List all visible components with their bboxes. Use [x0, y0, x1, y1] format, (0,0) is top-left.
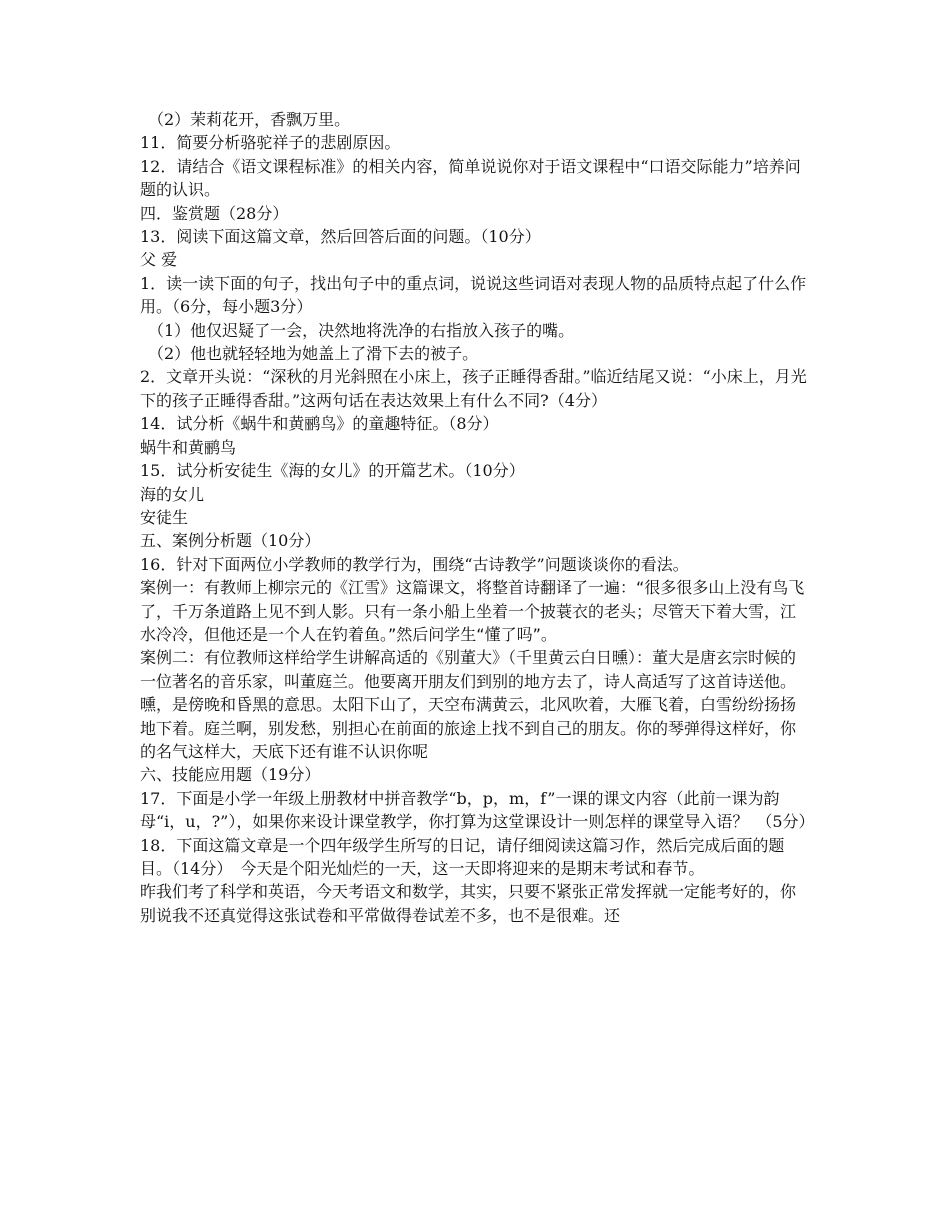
question-18: 18．下面这篇文章是一个四年级学生所写的日记，请仔细阅读这篇习作，然后完成后面的题目。（14分） 今天是个阳光灿烂的一天，这一天即将迎来的是期末考试和春节。: [140, 835, 785, 878]
section-heading-5: 五、案例分析题（10分）: [140, 531, 321, 551]
article-author: 安徒生: [140, 507, 189, 527]
question-13: 13．阅读下面这篇文章，然后回答后面的问题。（10分）: [140, 227, 541, 247]
sub-item-1: （1）他仅迟疑了一会，决然地将洗净的右指放入孩子的嘴。: [148, 320, 575, 340]
question-16: 16．针对下面两位小学教师的教学行为，围绕“古诗教学”问题谈谈你的看法。: [140, 554, 689, 574]
sub-question-1: 1．读一读下面的句子，找出句子中的重点词，说说这些词语对表现人物的品质特点起了什么作用。（6分，每小题3分）: [140, 273, 807, 317]
question-17: 17．下面是小学一年级上册教材中拼音教学“b，p，m，f”一课的课文内容（此前一课为韵母“i，u，?”），如果你来设计课堂教学，你打算为这堂课设计一则怎样的课堂导入语？ （5分）: [140, 788, 815, 832]
text-line: （2）茉莉花开，香飘万里。: [148, 110, 351, 129]
question-14: 14．试分析《蜗牛和黄鹂鸟》的童趣特征。（8分）: [140, 414, 499, 434]
case-one: 案例一：有教师上柳宗元的《江雪》这篇课文，将整首诗翻译了一遍：“很多很多山上没有鸟飞了，千万条道路上见不到人影。只有一条小船上坐着一个披蓑衣的老头；尽管天下着大雪，江水冷冷，但他还是一个人在钓着鱼。”然后问学生“懂了吗”。: [140, 578, 805, 644]
question-11: 11．简要分析骆驼祥子的悲剧原因。: [140, 133, 401, 153]
article-title-mermaid: 海的女儿: [140, 484, 205, 504]
question-15: 15．试分析安徒生《海的女儿》的开篇艺术。（10分）: [140, 461, 525, 481]
case-two: 案例二：有位教师这样给学生讲解高适的《别董大》（千里黄云白日曛）：董大是唐玄宗时候的一位著名的音乐家，叫董庭兰。他要离开朋友们到别的地方去了，诗人高适写了这首诗送他。曛，是傍晚和昏黑的意思。太阳下山了，天空布满黄云，北风吹着，大雁飞着，白雪纷纷扬扬地下着。庭兰啊，别发愁，别担心在前面的旅途上找不到自己的朋友。你的琴弹得这样好，你的名气这样大，天底下还有谁不认识你呢: [140, 648, 797, 761]
section-heading-6: 六、技能应用题（19分）: [140, 765, 321, 785]
sub-question-2: 2．文章开头说：“深秋的月光斜照在小床上，孩子正睡得香甜。”临近结尾又说：“小床上，月光下的孩子正睡得香甜。”这两句话在表达效果上有什么不同?（4分）: [140, 367, 807, 410]
question-12: 12．请结合《语文课程标准》的相关内容，简单说说你对于语文课程中“口语交际能力”培养问题的认识。: [140, 156, 801, 200]
article-title-snail: 蜗牛和黄鹂鸟: [140, 437, 237, 457]
sub-item-2: （2）他也就轻轻地为她盖上了滑下去的被子。: [148, 344, 479, 364]
section-heading-4: 四．鉴赏题（28分）: [140, 203, 289, 223]
diary-paragraph: 昨我们考了科学和英语，今天考语文和数学，其实，只要不紧张正常发挥就一定能考好的，你别说我不还真觉得这张试卷和平常做得卷试差不多，也不是很难。还: [140, 882, 797, 925]
article-title-father-love: 父 爱: [140, 250, 178, 270]
